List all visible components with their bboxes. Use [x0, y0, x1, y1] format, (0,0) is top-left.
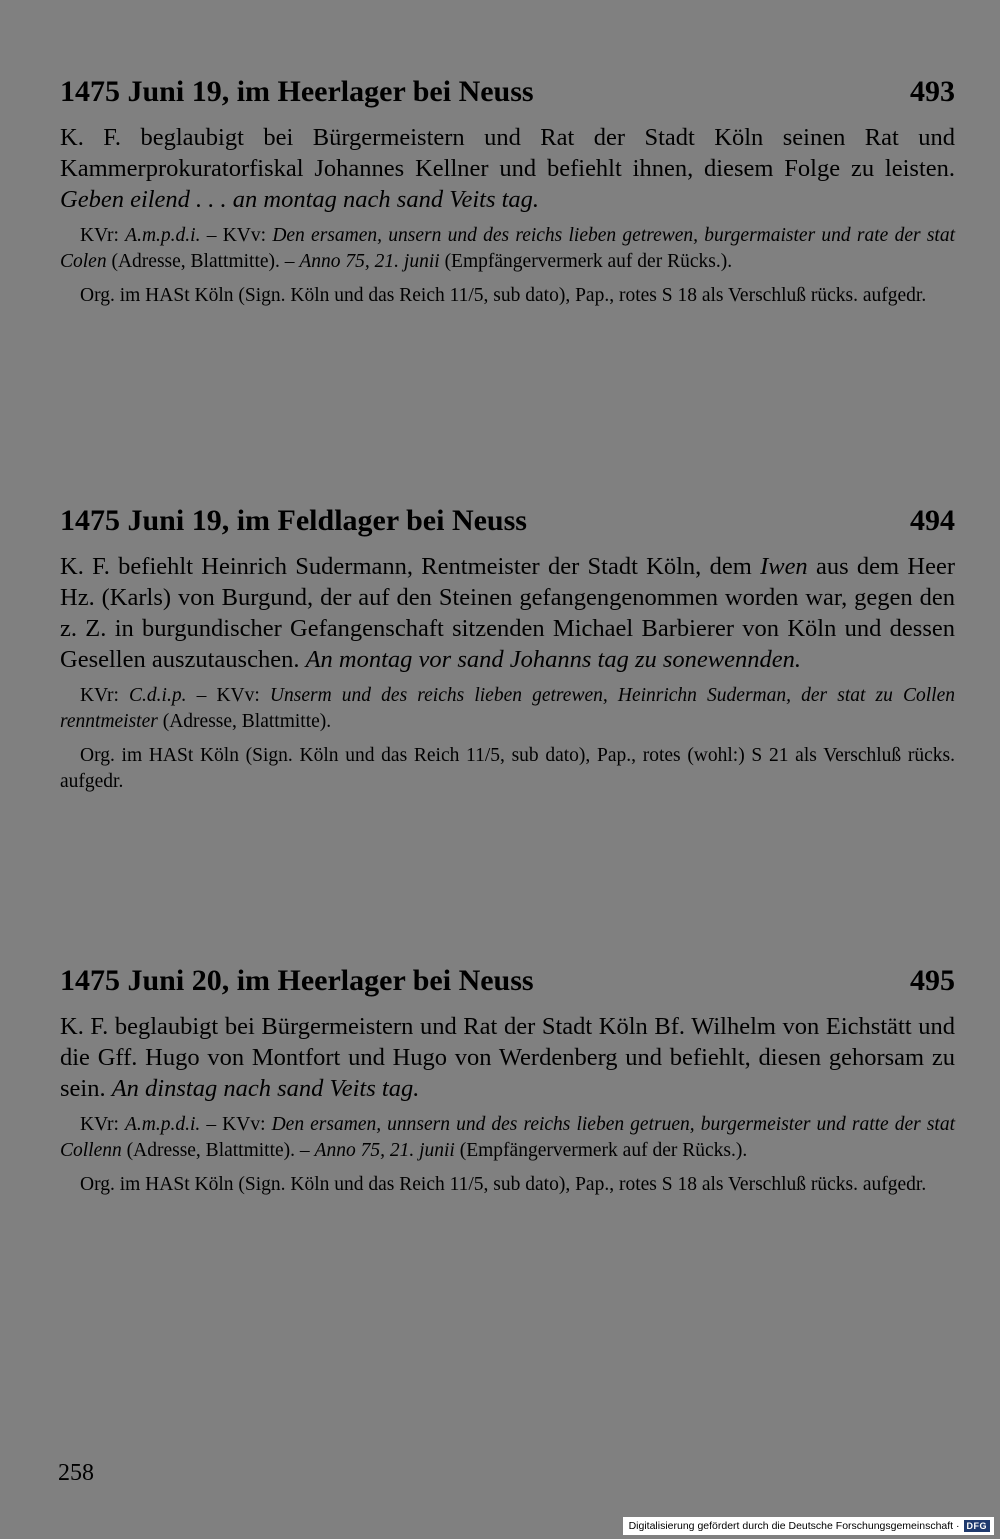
summary-quote: Geben eilend . . . an montag nach sand Veits tag. [60, 186, 540, 213]
entry-number: 495 [910, 964, 955, 997]
entry-summary [60, 1011, 955, 1104]
summary-text: K. F. beglaubigt bei Bürgermeistern und Rat der Stadt Köln seinen Rat und Kammerprokuratorfiskal Johannes Kellner und befiehlt ihnen, diesem Folge zu leisten. [60, 124, 955, 182]
entry-original-note: Org. im HASt Köln (Sign. Köln und das Reich 11/5, sub dato), Pap., rotes (wohl:) S 21 als Verschluß rücks. aufgedr. [60, 745, 955, 792]
kv-note: (Adresse, Blattmitte). – [121, 1140, 315, 1161]
entry-date-place: 1475 Juni 20, im Heerlager bei Neuss [60, 964, 534, 997]
kv-note: (Empfängervermerk auf der Rücks.). [454, 1140, 748, 1161]
kv-quote: A.m.p.d.i. [125, 225, 201, 246]
summary-quote: Iwen [760, 553, 808, 580]
footer-text: Digitalisierung gefördert durch die Deutsche Forschungsgemeinschaft · [628, 1520, 960, 1532]
regest-entry-494 [60, 503, 955, 795]
kv-note: (Adresse, Blattmitte). [157, 711, 332, 732]
kv-quote: C.d.i.p. [129, 685, 187, 706]
kv-quote: Den ersamen, unnsern und des reichs lieben getruen, burgermeister und ratte der stat Collenn [60, 1114, 955, 1161]
entry-original-note: Org. im HASt Köln (Sign. Köln und das Reich 11/5, sub dato), Pap., rotes S 18 als Verschluß rücks. aufgedr. [80, 285, 927, 306]
entry-summary [60, 551, 955, 675]
kv-quote: Anno 75, 21. junii [299, 251, 440, 272]
kv-label: KVr: [80, 1114, 125, 1135]
summary-text: K. F. beglaubigt bei Bürgermeistern und Rat der Stadt Köln Bf. Wilhelm von Eichstätt und die Gff. Hugo von Montfort und Hugo von Werdenberg und befiehlt, diesen gehorsam zu sein. [60, 1013, 955, 1102]
entry-kanzleivermerk [60, 223, 955, 275]
page-number: 258 [58, 1460, 94, 1486]
kv-label: KVr: [80, 685, 130, 706]
summary-text: aus dem Heer Hz. (Karls) von Burgund, der auf den Steinen gefangengenommen worden war, gegen den z. Z. in burgundischer Gefangenschaft sitzenden Michael Barbierer von Köln und dessen Gesellen auszutauschen. [60, 553, 955, 673]
summary-quote: An montag vor sand Johanns tag zu sonewennden. [305, 646, 802, 673]
entry-summary [60, 122, 955, 215]
kv-note: (Empfängervermerk auf der Rücks.). [439, 251, 733, 272]
kv-quote: Unserm und des reichs lieben getrewen, Heinrichn Suderman, der stat zu Collen renntmeister [60, 685, 955, 732]
entry-heading [60, 503, 955, 539]
entry-original-note: Org. im HASt Köln (Sign. Köln und das Reich 11/5, sub dato), Pap., rotes S 18 als Verschluß rücks. aufgedr. [80, 1174, 927, 1195]
kv-label: – KVv: [200, 225, 273, 246]
entry-date-place: 1475 Juni 19, im Feldlager bei Neuss [60, 504, 527, 537]
kv-note: (Adresse, Blattmitte). – [106, 251, 300, 272]
kv-label: KVr: [80, 225, 126, 246]
entry-heading [60, 963, 955, 999]
kv-quote: Den ersamen, unsern und des reichs lieben getrewen, burgermaister und rate der stat Colen [60, 225, 955, 272]
entry-kanzleivermerk [60, 683, 955, 735]
digitization-footer [623, 1517, 994, 1535]
entry-number: 493 [910, 75, 955, 108]
summary-text: K. F. befiehlt Heinrich Sudermann, Rentmeister der Stadt Köln, dem [60, 553, 761, 580]
kv-quote: A.m.p.d.i. [124, 1114, 201, 1135]
kv-quote: Anno 75, 21. junii [314, 1140, 455, 1161]
entry-date-place: 1475 Juni 19, im Heerlager bei Neuss [60, 75, 534, 108]
entry-number: 494 [910, 504, 955, 537]
entry-kanzleivermerk [60, 1112, 955, 1164]
kv-label: – KVv: [200, 1114, 272, 1135]
kv-label: – KVv: [186, 685, 270, 706]
summary-quote: An dinstag nach sand Veits tag. [111, 1075, 420, 1102]
dfg-logo-icon: DFG [964, 1520, 991, 1532]
entry-heading [60, 74, 955, 110]
regest-entry-495 [60, 963, 955, 1198]
regest-entry-493 [60, 74, 955, 309]
